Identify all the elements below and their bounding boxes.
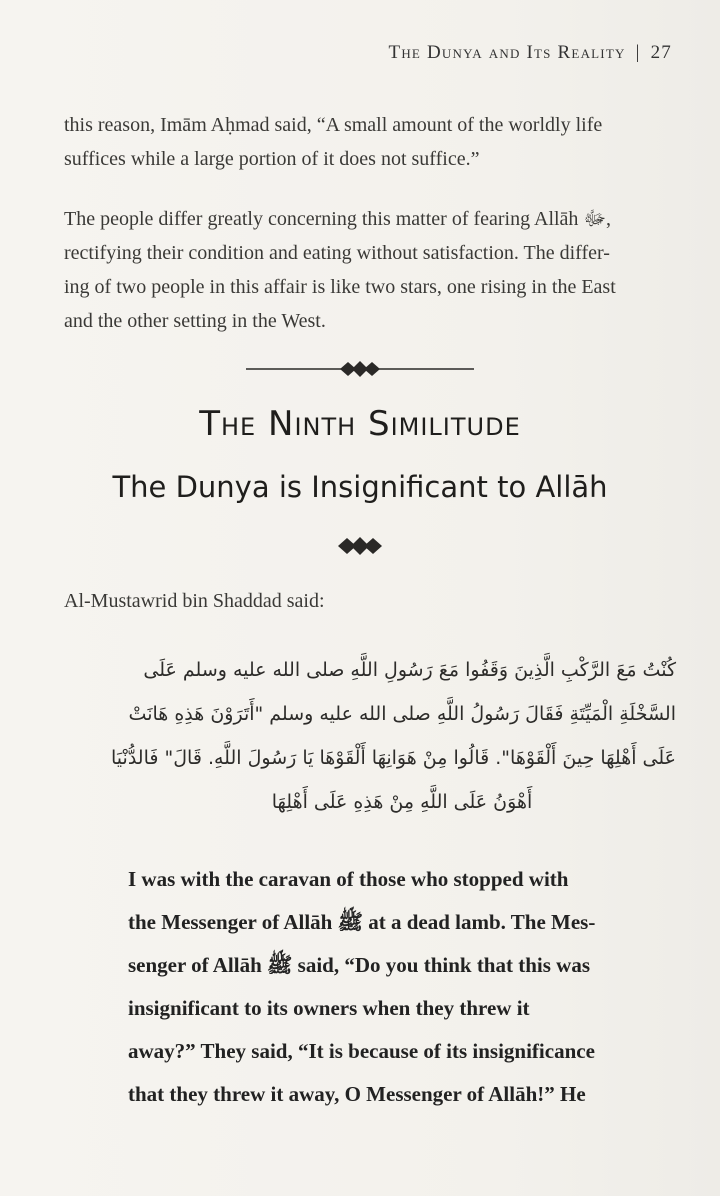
page-number: 27 xyxy=(650,42,672,63)
running-head-title: The Dunya and Its Reality xyxy=(388,42,626,63)
title-ornament xyxy=(0,534,720,558)
running-head-separator: | xyxy=(635,42,641,63)
arabic-line: كُنْتُ مَعَ الرَّكْبِ الَّذِينَ وَقَفُوا مَعَ رَسُولِ اللَّهِ صلى الله عليه وسلم عَلَى xyxy=(143,659,676,681)
chapter-title: The Ninth Similitude xyxy=(199,404,521,444)
translation-line: that they threw it away, O Messenger of Allāh!” He xyxy=(128,1082,586,1106)
paragraph-line: and the other setting in the West. xyxy=(64,310,326,332)
translation-line: the Messenger of Allāh ﷺ at a dead lamb. The Mes- xyxy=(128,910,596,934)
running-head xyxy=(0,42,672,64)
paragraph-line: suffices while a large portion of it does not suffice.” xyxy=(64,148,480,170)
translation-line: insignificant to its owners when they threw it xyxy=(128,996,530,1020)
paragraph-line: rectifying their condition and eating without satisfaction. The differ- xyxy=(64,242,610,264)
paragraph-line: The people differ greatly concerning this matter of fearing Allāh ﷻ, xyxy=(64,208,612,230)
paragraph-line: this reason, Imām Aḥmad said, “A small amount of the worldly life xyxy=(64,114,603,136)
hadith-intro: Al-Mustawrid bin Shaddad said: xyxy=(64,590,325,612)
chapter-subtitle: The Dunya is Insignificant to Allāh xyxy=(112,470,608,504)
hadith-translation xyxy=(128,858,680,1116)
section-divider-ornament xyxy=(0,357,720,381)
arabic-line: السَّخْلَةِ الْمَيِّتَةِ فَقَالَ رَسُولُ اللَّهِ صلى الله عليه وسلم "أَتَرَوْنَ هَذِهِ هَانَتْ xyxy=(128,703,676,725)
arabic-line: عَلَى أَهْلِهَا حِينَ أَلْقَوْهَا". قَالُوا مِنْ هَوَانِهَا أَلْقَوْهَا يَا رَسُولَ اللَّهِ. قَالَ" فَالدُّنْيَا xyxy=(111,747,676,769)
arabic-hadith-text xyxy=(111,648,676,824)
translation-line: I was with the caravan of those who stopped with xyxy=(128,867,569,891)
paragraph-1 xyxy=(64,108,672,176)
translation-line: away?” They said, “It is because of its insignificance xyxy=(128,1039,595,1063)
paragraph-2 xyxy=(64,202,672,338)
paragraph-line: ing of two people in this affair is like two stars, one rising in the East xyxy=(64,276,616,298)
translation-line: senger of Allāh ﷺ said, “Do you think that this was xyxy=(128,953,591,977)
arabic-line: أَهْوَنُ عَلَى اللَّهِ مِنْ هَذِهِ عَلَى أَهْلِهَا xyxy=(271,791,533,813)
